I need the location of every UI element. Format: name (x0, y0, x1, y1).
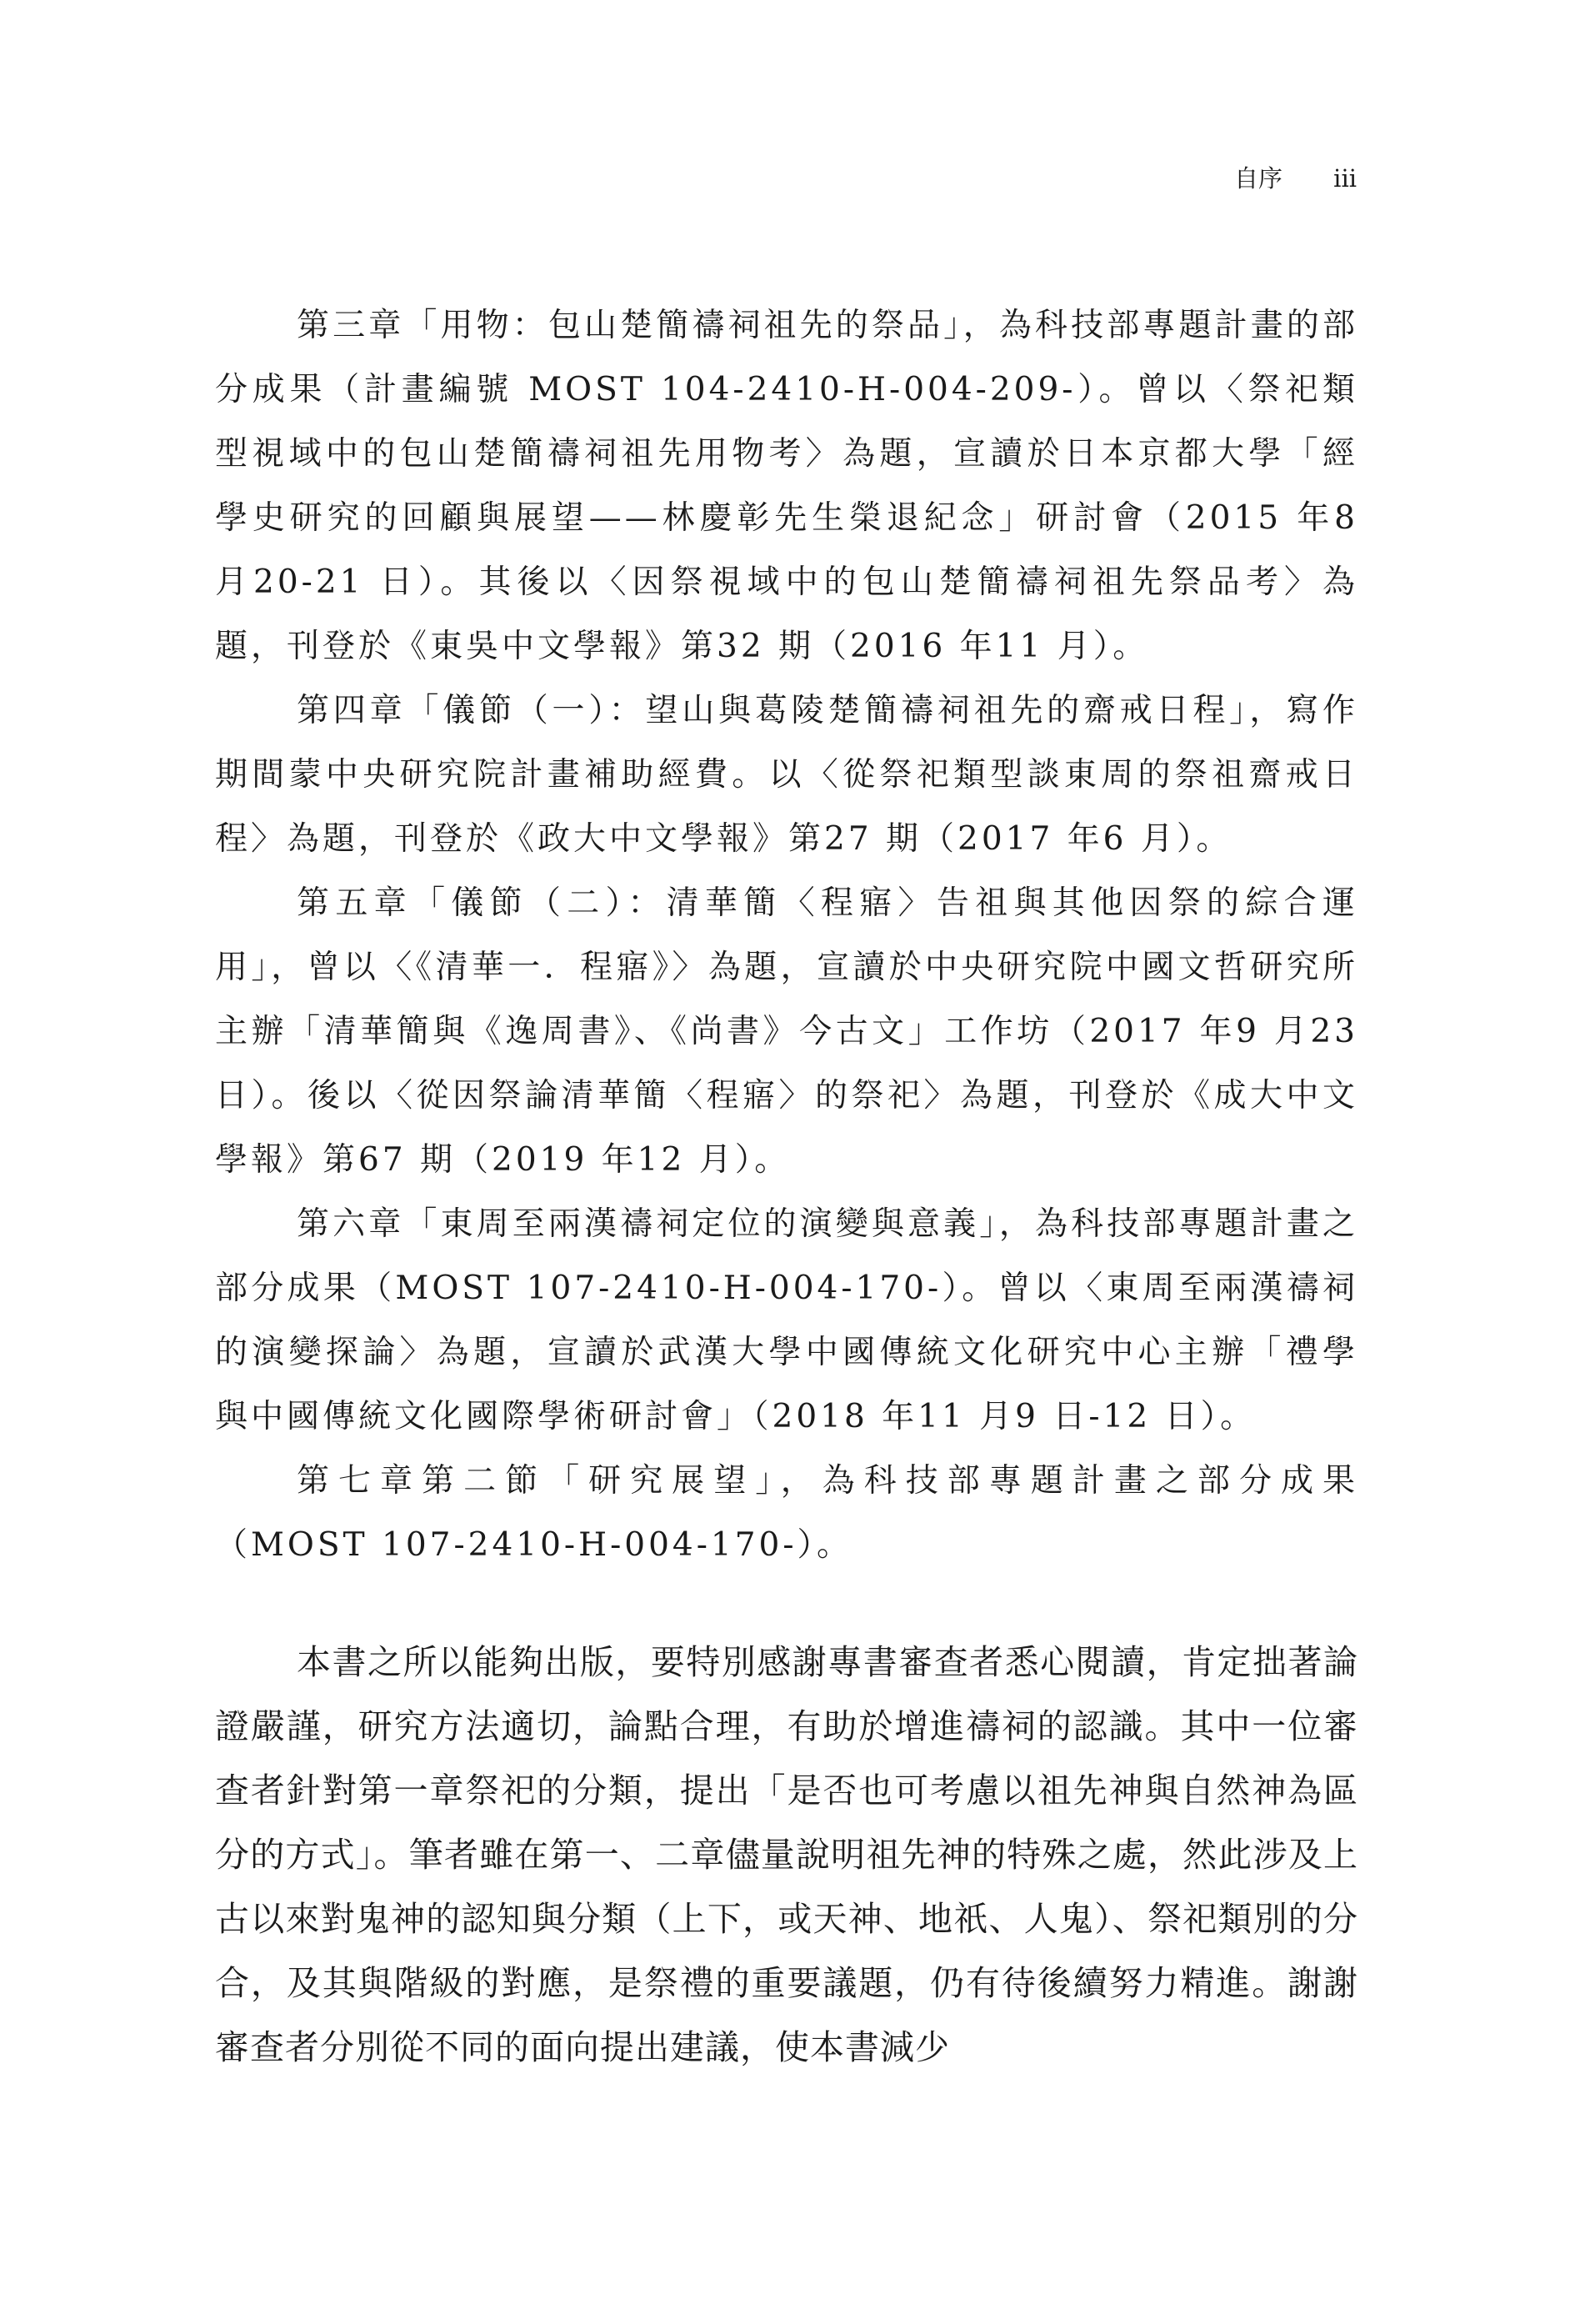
paragraph-chapter-7: 第七章第二節「研究展望」，為科技部專題計畫之部分成果（MOST 107-2410-H-004-170-）。 (215, 1462, 1358, 1564)
paragraph-thanks: 本書之所以能夠出版，要特別感謝專書審查者悉心閱讀，肯定拙著論證嚴謹，研究方法適切，論點合理，有助於增進禱祠的認識。其中一位審查者針對第一章祭祀的分類，提出「是否也可考慮以祖先神與自然神為區分的方式」。筆者雖在第一、二章儘量說明祖先神的特殊之處，然此涉及上古以來對鬼神的認知與分類（上下，或天神、地祇、人鬼）、祭祀類別的分合，及其與階級的對應，是祭禮的重要議題，仍有待後續努力精進。謝謝審查者分別從不同的面向提出建議，使本書減少 (215, 1642, 1358, 2067)
paragraph-chapter-6: 第六章「東周至兩漢禱祠定位的演變與意義」，為科技部專題計畫之部分成果（MOST 107-2410-H-004-170-）。曾以〈東周至兩漢禱祠的演變探論〉為題，宣讀於武漢大學中國傳統文化研究中心主辦「禮學與中國傳統文化國際學術研討會」（2018 年11 月9 日-12 日）。 (215, 1205, 1358, 1435)
paragraph-chapter-5: 第五章「儀節（二）：清華簡〈程寤〉告祖與其他因祭的綜合運用」，曾以〈《清華一．程寤》〉為題，宣讀於中央研究院中國文哲研究所主辦「清華簡與《逸周書》、《尚書》今古文」工作坊（2017 年9 月23 日）。後以〈從因祭論清華簡〈程寤〉的祭祀〉為題，刊登於《成大中文學報》第67 期（2019 年12 月）。 (215, 884, 1358, 1179)
thanks-section (215, 1630, 1358, 2080)
paragraph-chapter-3: 第三章「用物：包山楚簡禱祠祖先的祭品」，為科技部專題計畫的部分成果（計畫編號 MOST 104-2410-H-004-209-）。曾以〈祭祀類型視域中的包山楚簡禱祠祖先用物考〉為題，宣讀於日本京都大學「經學史研究的回顧與展望——林慶彰先生榮退紀念」研討會（2015 年8 月20-21 日）。其後以〈因祭視域中的包山楚簡禱祠祖先祭品考〉為題，刊登於《東吳中文學報》第32 期（2016 年11 月）。 (215, 307, 1358, 665)
chapter-sources-section (215, 293, 1358, 1577)
running-head-title: 自序 (1233, 164, 1282, 193)
page-number: iii (1333, 164, 1357, 193)
paragraph-chapter-4: 第四章「儀節（一）：望山與葛陵楚簡禱祠祖先的齋戒日程」，寫作期間蒙中央研究院計畫補助經費。以〈從祭祀類型談東周的祭祖齋戒日程〉為題，刊登於《政大中文學報》第27 期（2017 年6 月）。 (215, 692, 1358, 858)
running-head (1234, 163, 1357, 193)
